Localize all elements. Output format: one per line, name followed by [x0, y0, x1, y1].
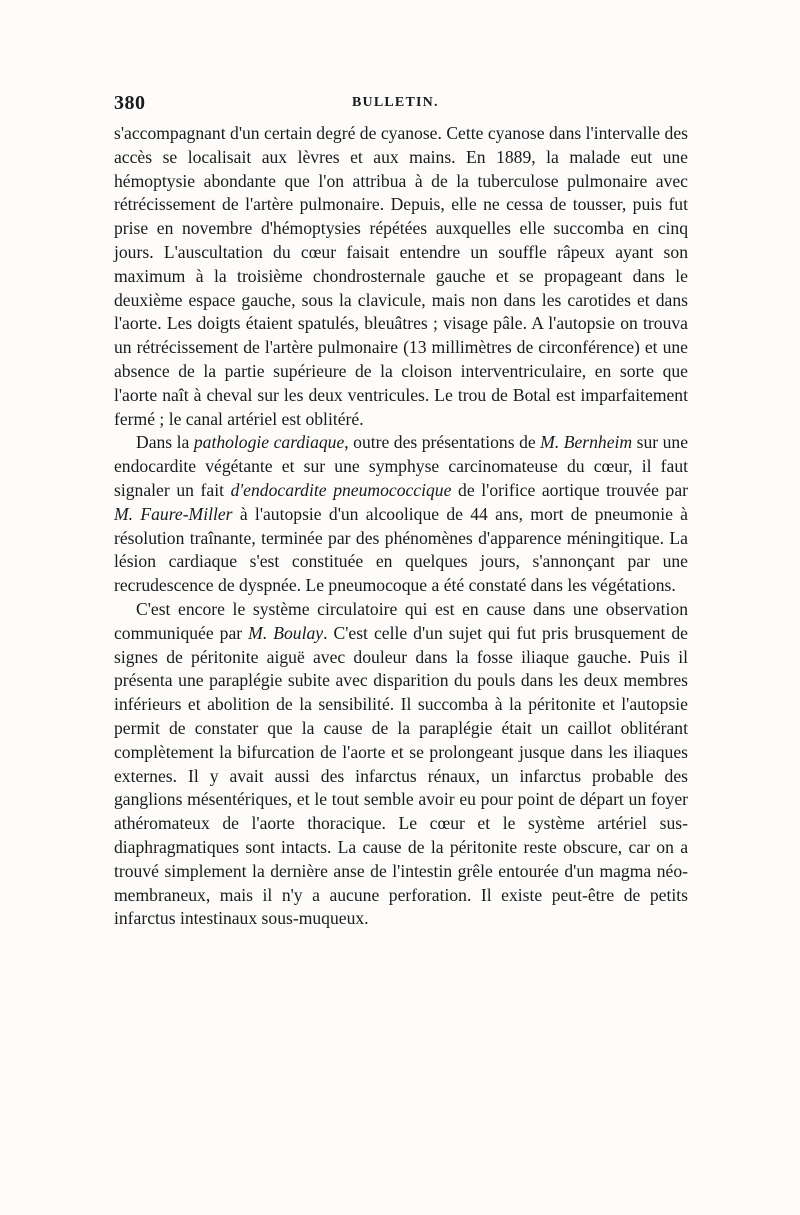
- italic-run: M. Bernheim: [540, 432, 633, 453]
- body-text: [114, 122, 688, 931]
- italic-run: M. Boulay: [248, 622, 324, 643]
- italic-run: pathologie cardiaque: [193, 432, 345, 453]
- paragraph: [114, 431, 688, 598]
- text-run: , outre des présentations de: [344, 432, 541, 453]
- italic-run: M. Faure-Miller: [114, 503, 233, 524]
- running-title: BULLETIN.: [352, 95, 439, 110]
- book-page: [114, 92, 688, 931]
- text-run: . C'est celle d'un sujet qui fut pris brusquement de signes de péritonite aiguë avec douleur dans la fosse iliaque gauche. Puis il présenta une paraplégie subite avec disparition du pouls dans les deux membres inférieurs et abolition de la sensibilité. Il succomba à la péritonite et l'autopsie permit de constater que la cause de la paraplégie était un caillot oblitérant complètement la bifurcation de l'aorte et se prolongeant jusque dans les iliaques externes. Il y avait aussi des infarctus rénaux, un infarctus probable des ganglions mésentériques, et le tout semble avoir eu pour point de départ un foyer athéromateux de l'aorte thoracique. Le cœur et le système artériel sus-diaphragmatiques sont intacts. La cause de la péritonite reste obscure, car on a trouvé simplement la dernière anse de l'intestin grêle entourée d'un magma néo-membraneux, mais il n'y a aucune perforation. Il existe peut-être de petits infarctus intestinaux sous-muqueux.: [114, 622, 688, 929]
- text-run: C'est encore le système circulatoire qui est en cause dans une observation communiquée par: [114, 598, 688, 643]
- italic-run: d'endocardite pneumococcique: [230, 479, 452, 500]
- paragraph: [114, 122, 688, 431]
- page-number: 380: [114, 92, 146, 114]
- paragraph: [114, 598, 688, 931]
- running-head: [114, 92, 688, 116]
- text-run: s'accompagnant d'un certain degré de cyanose. Cette cyanose dans l'intervalle des accès se localisait aux lèvres et aux mains. En 1889, la malade eut une hémoptysie abondante que l'on attribua à de la tuberculose pulmonaire avec rétrécissement de l'artère pulmonaire. Depuis, elle ne cessa de tousser, puis fut prise en novembre d'hémoptysies répétées auxquelles elle succomba en cinq jours. L'auscultation du cœur faisait entendre un souffle râpeux ayant son maximum à la troisième chondrosternale gauche et se propageant dans le deuxième espace gauche, sous la clavicule, mais non dans les carotides et dans l'aorte. Les doigts étaient spatulés, bleuâtres ; visage pâle. A l'autopsie on trouva un rétrécissement de l'artère pulmonaire (13 millimètres de circonférence) et une absence de la partie supérieure de la cloison interventriculaire, en sorte que l'aorte naît à cheval sur les deux ventricules. Le trou de Botal est imparfaitement fermé ; le canal artériel est oblitéré.: [114, 123, 688, 429]
- text-run: sur une endocardite végétante et sur une symphyse carcinomateuse du cœur, il faut signaler un fait: [114, 432, 689, 500]
- text-run: de l'orifice aortique trouvée par: [451, 479, 688, 500]
- text-run: Dans la: [136, 432, 194, 453]
- text-run: à l'autopsie d'un alcoolique de 44 ans, mort de pneumonie à résolution traînante, terminée par des phénomènes d'apparence méningitique. La lésion cardiaque s'est constituée en quelques jours, s'annonçant par une recrudescence de dyspnée. Le pneumocoque a été constaté dans les végétations.: [114, 503, 688, 596]
